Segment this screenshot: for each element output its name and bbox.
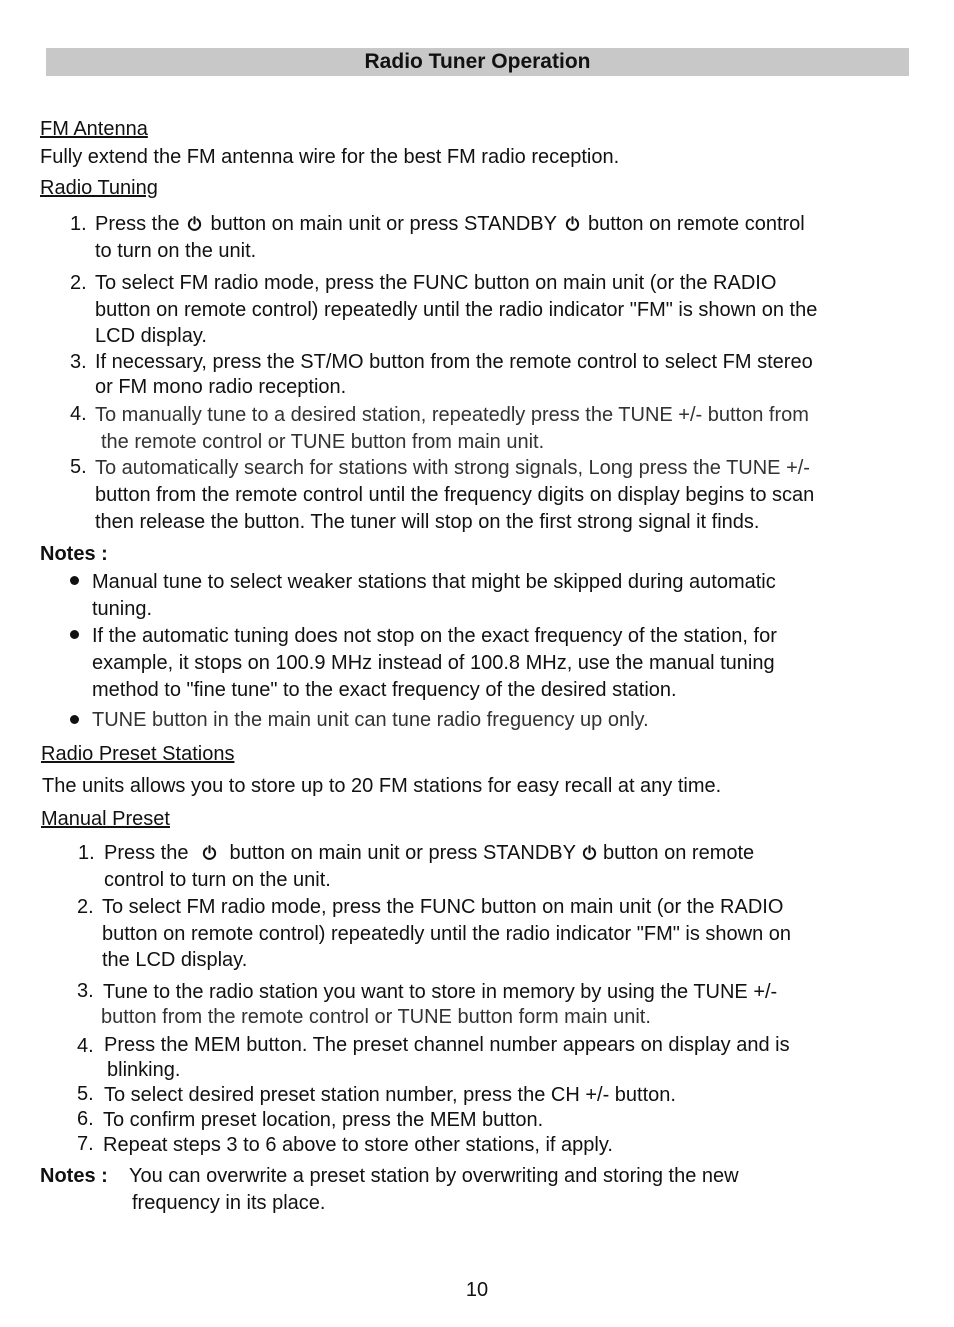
note-bullet-1-line2: tuning. xyxy=(92,598,153,620)
tuning-step-1-number: 1. xyxy=(70,213,87,235)
preset-step-5 xyxy=(104,1082,676,1109)
note-overwrite-line1: You can overwrite a preset station by overwriting and storing the new xyxy=(129,1165,739,1187)
note-overwrite-line2: frequency in its place. xyxy=(132,1192,326,1214)
preset-step-1-line2: control to turn on the unit. xyxy=(104,869,331,891)
power-icon xyxy=(202,845,217,860)
tuning-step-2-number: 2. xyxy=(70,272,87,294)
bullet-icon xyxy=(70,630,79,639)
tuning-step-3-line2: or FM mono radio reception. xyxy=(95,376,347,398)
preset-step-1-text-b: button on main unit or press STANDBY xyxy=(229,842,576,864)
preset-step-3 xyxy=(103,980,777,1030)
preset-step-2-line2: button on remote control) repeatedly until the radio indicator "FM" is shown on xyxy=(102,922,792,945)
note-bullet-2-line1: If the automatic tuning does not stop on the exact frequency of the station, for xyxy=(92,625,777,647)
tuning-step-2-line3: LCD display. xyxy=(95,325,207,347)
tuning-step-2 xyxy=(95,270,817,350)
tuning-step-3-number: 3. xyxy=(70,351,87,373)
preset-step-6-number: 6. xyxy=(77,1108,94,1130)
tuning-step-1-text-c: button on remote control xyxy=(587,213,805,235)
preset-stations-text: The units allows you to store up to 20 FM stations for easy recall at any time. xyxy=(42,775,722,797)
preset-step-6 xyxy=(103,1107,543,1134)
tuning-step-5-line2: button from the remote control until the frequency digits on display begins to scan xyxy=(95,484,815,506)
preset-step-3-line1: Tune to the radio station you want to store in memory by using the TUNE +/- xyxy=(103,981,778,1003)
preset-step-3-line2: button from the remote control or TUNE button form main unit. xyxy=(101,1006,651,1028)
radio-tuning-heading: Radio Tuning xyxy=(40,177,158,199)
manual-preset-heading: Manual Preset xyxy=(41,808,170,830)
tuning-step-1 xyxy=(95,211,805,264)
preset-step-1-text-c: button on remote xyxy=(602,842,755,864)
section-title-bar xyxy=(46,48,909,76)
tuning-step-3 xyxy=(95,350,813,400)
bullet-icon xyxy=(70,715,79,724)
notes-label: Notes : xyxy=(40,543,108,565)
preset-step-1-text-a: Press the xyxy=(104,842,189,864)
preset-step-7-number: 7. xyxy=(77,1133,94,1155)
note-bullet-2 xyxy=(92,623,777,704)
fm-antenna-heading: FM Antenna xyxy=(40,118,148,140)
preset-stations-heading: Radio Preset Stations xyxy=(41,743,235,765)
tuning-step-2-line2: button on remote control) repeatedly until the radio indicator "FM" is shown on the xyxy=(95,298,818,321)
preset-step-2-line1: To select FM radio mode, press the FUNC button on main unit (or the RADIO xyxy=(102,896,784,918)
preset-step-5-number: 5. xyxy=(77,1083,94,1105)
tuning-step-5 xyxy=(95,455,814,536)
fm-antenna-text: Fully extend the FM antenna wire for the best FM radio reception. xyxy=(40,146,620,168)
preset-step-1 xyxy=(104,840,754,894)
power-icon xyxy=(565,216,580,231)
tuning-step-4-line2: the remote control or TUNE button from main unit. xyxy=(101,431,545,453)
preset-step-2 xyxy=(102,894,791,974)
note-bullet-1-line1: Manual tune to select weaker stations that might be skipped during automatic xyxy=(92,571,776,593)
tuning-step-5-line3: then release the button. The tuner will stop on the first strong signal it finds. xyxy=(95,511,760,533)
preset-step-4-number: 4. xyxy=(77,1035,94,1057)
note-bullet-2-line2: example, it stops on 100.9 MHz instead of 100.8 MHz, use the manual tuning xyxy=(92,652,775,674)
note-bullet-2-line3: method to "fine tune" to the exact frequency of the desired station. xyxy=(92,679,677,701)
tuning-step-1-text-a: Press the xyxy=(95,213,180,235)
tuning-step-4-number: 4. xyxy=(70,403,87,425)
notes-label-2: Notes : xyxy=(40,1165,108,1187)
preset-step-2-number: 2. xyxy=(77,896,94,918)
page-number: 10 xyxy=(465,1279,489,1301)
bullet-icon xyxy=(70,576,79,585)
tuning-step-2-line1: To select FM radio mode, press the FUNC button on main unit (or the RADIO xyxy=(95,272,777,294)
power-icon xyxy=(582,845,597,860)
note-bullet-1 xyxy=(92,569,776,623)
preset-step-2-line3: the LCD display. xyxy=(102,949,248,971)
preset-step-6-line1: To confirm preset location, press the MEM button. xyxy=(103,1109,544,1131)
tuning-step-4 xyxy=(95,402,809,456)
preset-step-3-number: 3. xyxy=(77,980,94,1002)
preset-step-1-number: 1. xyxy=(78,842,95,864)
preset-step-4-line1: Press the MEM button. The preset channel number appears on display and is xyxy=(104,1034,790,1056)
tuning-step-5-line1: To automatically search for stations with strong signals, Long press the TUNE +/- xyxy=(95,457,810,479)
tuning-step-5-number: 5. xyxy=(70,456,87,478)
page-title: Radio Tuner Operation xyxy=(364,50,591,73)
preset-step-4 xyxy=(104,1033,790,1083)
preset-step-7 xyxy=(103,1132,613,1159)
preset-step-4-line2: blinking. xyxy=(107,1059,181,1081)
power-icon xyxy=(187,216,202,231)
tuning-step-4-line1: To manually tune to a desired station, repeatedly press the TUNE +/- button from xyxy=(95,404,809,426)
tuning-step-1-text-line2: to turn on the unit. xyxy=(95,239,257,262)
preset-step-7-line1: Repeat steps 3 to 6 above to store other stations, if apply. xyxy=(103,1134,613,1156)
note-bullet-3 xyxy=(92,707,649,734)
note-overwrite xyxy=(129,1163,739,1217)
tuning-step-1-text-b: button on main unit or press STANDBY xyxy=(210,213,557,235)
note-bullet-3-line1: TUNE button in the main unit can tune radio freguency up only. xyxy=(92,709,649,731)
tuning-step-3-line1: If necessary, press the ST/MO button from the remote control to select FM stereo xyxy=(95,351,813,373)
preset-step-5-line1: To select desired preset station number, press the CH +/- button. xyxy=(104,1084,676,1106)
